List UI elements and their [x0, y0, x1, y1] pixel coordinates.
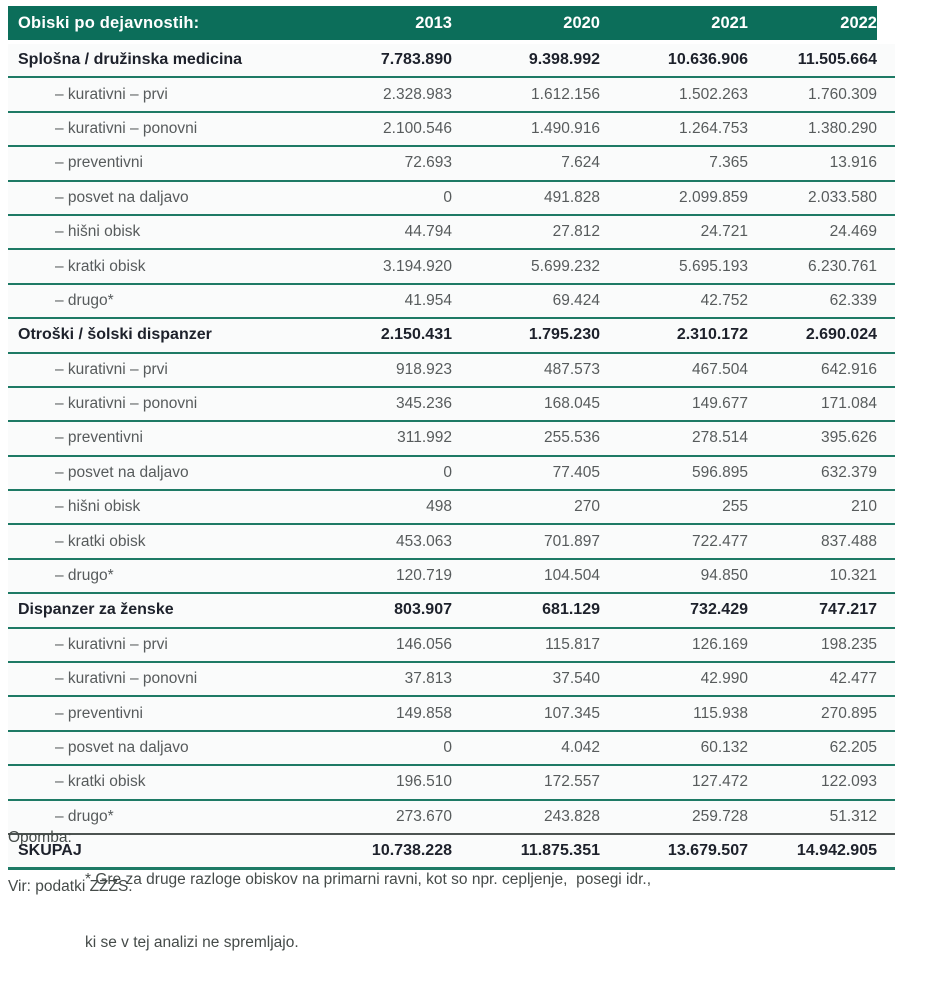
value-2021: 2.310.172	[676, 326, 748, 344]
value-2020: 104.504	[543, 567, 600, 585]
value-2022: 395.626	[820, 429, 877, 447]
table-title: Obiski po dejavnostih:	[18, 13, 200, 32]
footnote-text	[85, 828, 651, 995]
row-label: – kurativni – prvi	[55, 360, 168, 378]
row-label: – kurativni – ponovni	[55, 395, 198, 413]
row-label: – hišni obisk	[55, 498, 141, 516]
table-row	[8, 44, 895, 76]
value-2022: 2.033.580	[808, 188, 877, 206]
value-2020: 115.817	[545, 635, 600, 653]
row-label: – kratki obisk	[55, 532, 146, 550]
value-2021: 10.636.906	[667, 51, 748, 69]
value-2022: 210	[851, 498, 877, 516]
value-2020: 681.129	[542, 601, 600, 619]
row-label: – drugo*	[55, 807, 114, 825]
value-2013: 149.858	[395, 704, 452, 722]
value-2013: 2.150.431	[380, 326, 452, 344]
value-2021: 24.721	[700, 223, 748, 241]
table-row	[8, 764, 895, 798]
value-2013: 345.236	[395, 395, 452, 413]
row-label: Splošna / družinska medicina	[18, 51, 243, 69]
value-2013: 196.510	[395, 773, 452, 791]
row-label: – kurativni – ponovni	[55, 119, 198, 137]
value-2022: 1.380.290	[808, 119, 877, 137]
table-row	[8, 489, 895, 523]
value-2020: 7.624	[561, 154, 600, 172]
value-2020: 172.557	[543, 773, 600, 791]
value-2021: 732.429	[690, 601, 748, 619]
table-row	[8, 111, 895, 145]
value-2013: 918.923	[395, 360, 452, 378]
value-2021: 259.728	[691, 807, 748, 825]
column-header-2020: 2020	[563, 13, 600, 32]
table-row	[8, 592, 895, 626]
table-row	[8, 180, 895, 214]
value-2021: 42.752	[700, 291, 748, 309]
value-2022: 14.942.905	[796, 842, 877, 860]
value-2020: 107.345	[543, 704, 600, 722]
value-2022: 11.505.664	[797, 51, 877, 69]
value-2022: 1.760.309	[808, 85, 877, 103]
value-2022: 10.321	[829, 567, 877, 585]
column-header-2022: 2022	[840, 13, 877, 32]
table-row	[8, 145, 895, 179]
source-note: Vir: podatki ZZZS.	[8, 878, 133, 895]
value-2021: 149.677	[691, 395, 748, 413]
value-2021: 596.895	[691, 463, 748, 481]
value-2020: 4.042	[561, 739, 600, 756]
value-2020: 1.795.230	[528, 326, 600, 344]
value-2020: 1.612.156	[531, 85, 600, 103]
value-2021: 126.169	[691, 635, 748, 653]
column-header-2021: 2021	[711, 13, 748, 32]
value-2022: 270.895	[820, 704, 877, 722]
value-2022: 2.690.024	[805, 326, 877, 344]
value-2021: 115.938	[693, 704, 748, 722]
value-2022: 837.488	[820, 532, 877, 550]
column-header-2013: 2013	[415, 13, 452, 32]
row-label: – kratki obisk	[55, 773, 146, 791]
table-body	[8, 44, 895, 870]
row-label: – drugo*	[55, 291, 114, 309]
value-2020: 9.398.992	[528, 51, 600, 69]
value-2021: 127.472	[691, 773, 748, 791]
value-2020: 1.490.916	[531, 119, 600, 137]
value-2022: 198.235	[820, 635, 877, 653]
value-2022: 51.312	[829, 807, 877, 825]
value-2021: 278.514	[691, 429, 748, 447]
row-label: Otroški / šolski dispanzer	[18, 326, 212, 344]
table-row	[8, 283, 895, 317]
value-2021: 722.477	[691, 532, 748, 550]
value-2021: 2.099.859	[679, 188, 748, 206]
value-2021: 94.850	[700, 567, 748, 585]
row-label: – preventivni	[55, 704, 143, 722]
table-row	[8, 455, 895, 489]
value-2020: 37.540	[552, 670, 600, 688]
value-2022: 171.084	[820, 395, 877, 413]
value-2021: 7.365	[709, 154, 748, 172]
value-2022: 6.230.761	[808, 257, 877, 275]
table-row	[8, 317, 895, 351]
row-label: – drugo*	[55, 567, 114, 585]
value-2022: 62.205	[829, 739, 877, 756]
value-2020: 77.405	[552, 463, 600, 481]
row-label: – kratki obisk	[55, 257, 146, 275]
value-2021: 1.264.753	[679, 119, 748, 137]
value-2021: 467.504	[691, 360, 748, 378]
value-2013: 44.794	[404, 223, 452, 241]
row-label: – preventivni	[55, 429, 143, 447]
row-label: – kurativni – prvi	[55, 85, 168, 103]
row-label: – preventivni	[55, 154, 143, 172]
value-2022: 24.469	[829, 223, 877, 241]
value-2022: 13.916	[829, 154, 877, 172]
row-label: – hišni obisk	[55, 223, 141, 241]
value-2020: 168.045	[543, 395, 600, 413]
row-label: – kurativni – prvi	[55, 635, 168, 653]
value-2013: 2.100.546	[383, 119, 452, 137]
table-row	[8, 523, 895, 557]
footnote-label: Opomba:	[8, 829, 72, 846]
value-2020: 701.897	[543, 532, 600, 550]
table-row	[8, 695, 895, 729]
table-header-row	[8, 6, 877, 40]
value-2013: 146.056	[395, 635, 452, 653]
value-2021: 1.502.263	[679, 85, 748, 103]
value-2013: 498	[426, 498, 452, 516]
value-2013: 273.670	[395, 807, 452, 825]
row-label: SKUPAJ	[18, 842, 82, 860]
value-2013: 803.907	[394, 601, 452, 619]
table-row	[8, 214, 895, 248]
footnote-line-2: ki se v tej analizi ne spremljajo.	[85, 933, 299, 951]
table-row	[8, 76, 895, 110]
value-2022: 122.093	[820, 773, 877, 791]
value-2022: 642.916	[820, 360, 877, 378]
value-2020: 270	[574, 498, 600, 516]
value-2022: 62.339	[829, 291, 877, 309]
value-2013: 2.328.983	[383, 85, 452, 103]
value-2013: 37.813	[404, 670, 452, 688]
value-2013: 120.719	[395, 567, 452, 585]
value-2022: 42.477	[829, 670, 877, 688]
value-2021: 42.990	[700, 670, 748, 688]
value-2013: 0	[443, 188, 452, 206]
row-label: – kurativni – ponovni	[55, 670, 198, 688]
value-2020: 5.699.232	[531, 257, 600, 275]
row-label: – posvet na daljavo	[55, 463, 189, 481]
value-2013: 0	[443, 739, 452, 756]
visits-by-activity-table	[8, 6, 895, 870]
value-2020: 487.573	[543, 360, 600, 378]
value-2013: 10.738.228	[371, 842, 452, 860]
row-label: Dispanzer za ženske	[18, 601, 174, 619]
value-2020: 69.424	[552, 291, 600, 309]
footnote	[8, 828, 908, 995]
value-2013: 311.992	[397, 429, 452, 447]
value-2022: 747.217	[819, 601, 877, 619]
value-2013: 72.693	[404, 154, 452, 172]
row-label: – posvet na daljavo	[55, 739, 189, 756]
table-row	[8, 420, 895, 454]
value-2021: 255	[722, 498, 748, 516]
table-row	[8, 661, 895, 695]
table-row	[8, 352, 895, 386]
table-row	[8, 386, 895, 420]
table-row	[8, 248, 895, 282]
row-label: – posvet na daljavo	[55, 188, 189, 206]
value-2021: 5.695.193	[679, 257, 748, 275]
value-2020: 255.536	[543, 429, 600, 447]
value-2013: 3.194.920	[383, 257, 452, 275]
value-2020: 243.828	[543, 807, 600, 825]
table-row	[8, 627, 895, 661]
value-2020: 491.828	[543, 188, 600, 206]
table-row	[8, 730, 895, 764]
value-2022: 632.379	[820, 463, 877, 481]
footnote-line-1: * Gre za druge razloge obiskov na primarni ravni, kot so npr. cepljenje, posegi idr.,	[85, 870, 652, 888]
value-2013: 41.954	[404, 291, 452, 309]
value-2020: 11.875.351	[520, 842, 600, 860]
table-row	[8, 558, 895, 592]
value-2013: 7.783.890	[380, 51, 452, 69]
value-2020: 27.812	[552, 223, 600, 241]
value-2021: 13.679.507	[667, 842, 748, 860]
value-2013: 0	[443, 463, 452, 481]
value-2021: 60.132	[700, 739, 748, 756]
value-2013: 453.063	[395, 532, 452, 550]
